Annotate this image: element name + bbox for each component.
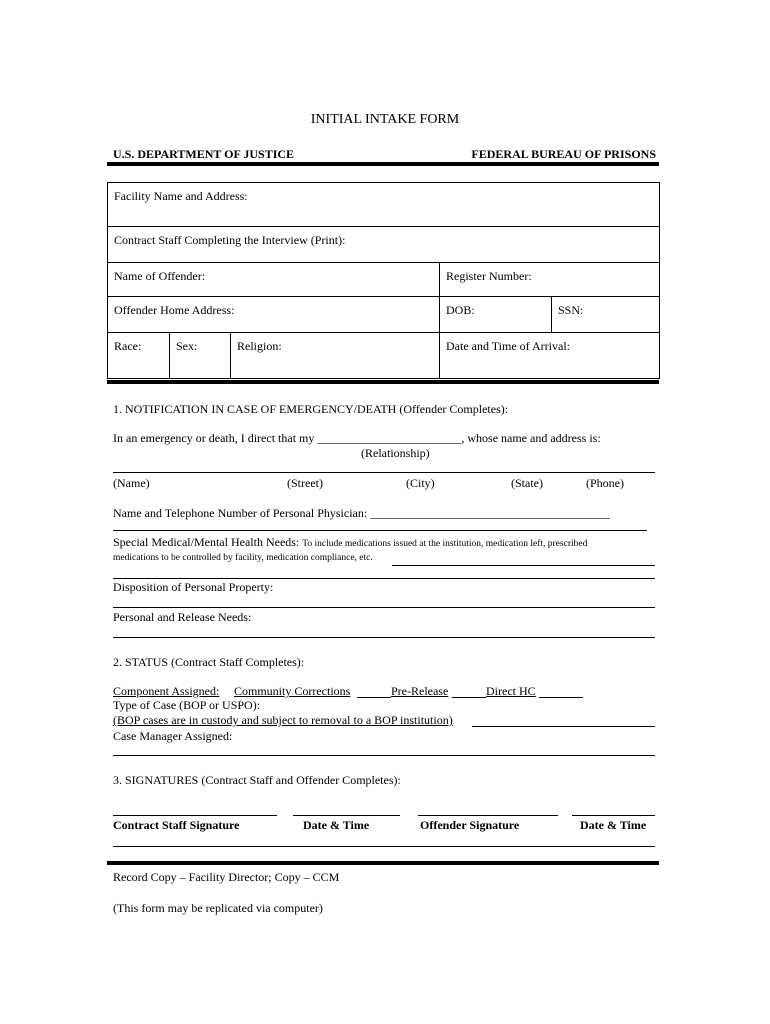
department-heading: U.S. DEPARTMENT OF JUSTICE <box>113 147 295 161</box>
prerelease-blank[interactable] <box>452 697 486 698</box>
offender-signature-line[interactable] <box>418 815 558 816</box>
physician-line-2[interactable] <box>113 530 647 531</box>
offender-name-field[interactable]: Name of Offender: <box>108 263 440 297</box>
arrival-field[interactable]: Date and Time of Arrival: <box>440 333 660 379</box>
medical-note: To include medications issued at the institution, medication left, prescribed <box>302 539 588 549</box>
community-blank[interactable] <box>357 697 391 698</box>
direct-blank[interactable] <box>539 697 583 698</box>
case-type-label: Type of Case (BOP or USPO): <box>113 698 261 712</box>
option-direct-hc[interactable]: Direct HC <box>486 684 536 698</box>
phone-caption: (Phone) <box>586 476 624 490</box>
case-manager-line[interactable] <box>113 755 655 756</box>
staff-signature-line[interactable] <box>113 815 277 816</box>
footer-rule <box>107 861 659 865</box>
emergency-statement: In an emergency or death, I direct that my ________________________, whose name and address is: <box>113 431 601 445</box>
bop-note: (BOP cases are in custody and subject to removal to a BOP institution) <box>113 713 453 727</box>
contact-line[interactable] <box>113 472 655 473</box>
signature-bottom-line <box>113 846 655 847</box>
section2-heading: 2. STATUS (Contract Staff Completes): <box>113 655 305 669</box>
offender-signature-caption: Offender Signature <box>420 818 520 832</box>
city-caption: (City) <box>406 476 435 490</box>
staff-date-line[interactable] <box>293 815 400 816</box>
name-caption: (Name) <box>113 476 150 490</box>
component-label: Component Assigned: <box>113 684 220 698</box>
religion-field[interactable]: Religion: <box>231 333 440 379</box>
medical-label: Special Medical/Mental Health Needs: <box>113 535 300 549</box>
option-community-corrections[interactable]: Community Corrections <box>234 684 351 698</box>
medical-needs-label <box>113 535 587 550</box>
physician-field[interactable]: Name and Telephone Number of Personal Physician: ________________________________________ <box>113 506 611 520</box>
race-field[interactable]: Race: <box>108 333 170 379</box>
home-address-field[interactable]: Offender Home Address: <box>108 297 440 333</box>
street-caption: (Street) <box>287 476 323 490</box>
option-pre-release[interactable]: Pre-Release <box>391 684 449 698</box>
property-line[interactable] <box>113 607 655 608</box>
medical-line-2[interactable] <box>113 578 655 579</box>
staff-signature-caption: Contract Staff Signature <box>113 818 240 832</box>
table-bottom-rule <box>107 380 659 384</box>
state-caption: (State) <box>511 476 543 490</box>
replicate-note: (This form may be replicated via computer) <box>113 901 323 915</box>
intake-table <box>107 182 660 379</box>
case-type-line[interactable] <box>472 726 655 727</box>
sex-field[interactable]: Sex: <box>170 333 231 379</box>
case-manager-label: Case Manager Assigned: <box>113 729 233 743</box>
medical-line-1[interactable] <box>392 565 655 566</box>
release-line[interactable] <box>113 637 655 638</box>
register-number-field[interactable]: Register Number: <box>440 263 660 297</box>
bureau-heading: FEDERAL BUREAU OF PRISONS <box>471 147 656 161</box>
medical-note-continued: medications to be controlled by facility, medication compliance, etc. <box>113 553 373 563</box>
record-copy-note: Record Copy – Facility Director; Copy – CCM <box>113 870 340 884</box>
dob-field[interactable]: DOB: <box>440 297 552 333</box>
section3-heading: 3. SIGNATURES (Contract Staff and Offender Completes): <box>113 773 401 787</box>
ssn-field[interactable]: SSN: <box>552 297 660 333</box>
header-rule <box>107 162 659 166</box>
property-label: Disposition of Personal Property: <box>113 580 274 594</box>
relationship-caption: (Relationship) <box>361 446 430 460</box>
contract-staff-field[interactable]: Contract Staff Completing the Interview (Print): <box>108 227 660 263</box>
form-title: INITIAL INTAKE FORM <box>310 112 460 127</box>
offender-date-caption: Date & Time <box>580 818 647 832</box>
staff-date-caption: Date & Time <box>303 818 370 832</box>
offender-date-line[interactable] <box>572 815 655 816</box>
release-label: Personal and Release Needs: <box>113 610 252 624</box>
facility-field[interactable]: Facility Name and Address: <box>108 183 660 227</box>
section1-heading: 1. NOTIFICATION IN CASE OF EMERGENCY/DEATH (Offender Completes): <box>113 402 509 416</box>
